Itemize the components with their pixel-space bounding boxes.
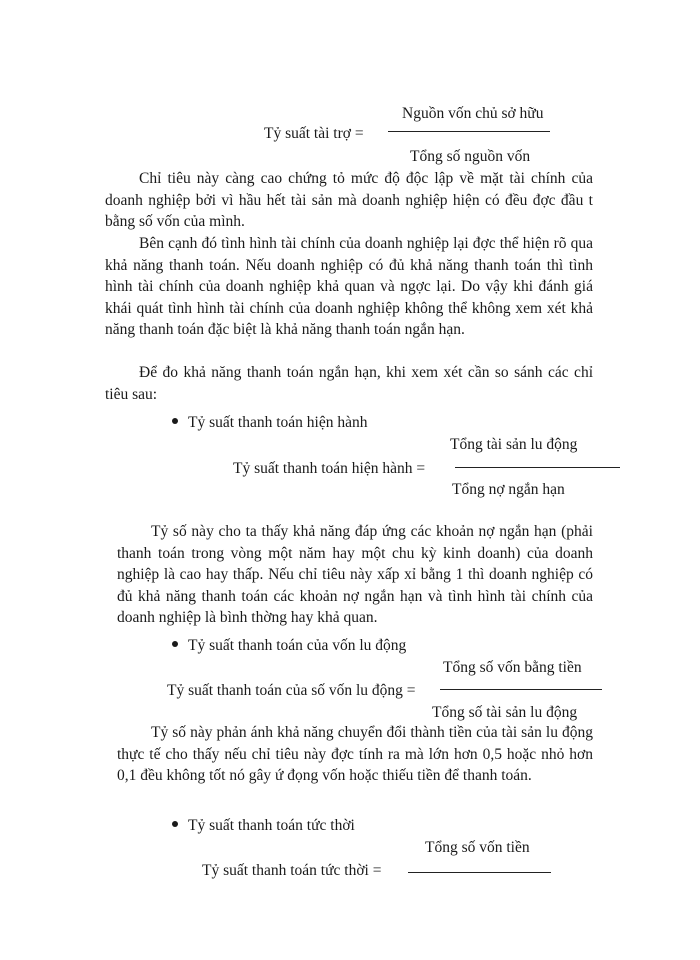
formula1-numerator: Nguồn vốn chủ sở hữu	[402, 105, 544, 122]
formula2-fraction-bar	[455, 467, 620, 468]
formula2-numerator: Tổng tài sản lu động	[450, 436, 578, 453]
bullet-dot-icon	[172, 821, 178, 827]
formula1-denominator: Tổng số nguồn vốn	[410, 148, 531, 165]
formula1-label: Tỷ suất tài trợ =	[264, 125, 364, 142]
formula4-numerator: Tổng số vốn tiền	[425, 839, 530, 856]
paragraph-2: Bên cạnh đó tình hình tài chính của doanh nghiệp lại đợc thể hiện rõ qua khả năng thanh toán. Nếu doanh nghiệp có đủ khả năng thanh toán thì tình hình tài chính của doanh nghiệp khả quan và ngợc lại. Do vậy khi đánh giá khái quát tình hình tài chính của doanh nghiệp không thể không xem xét khả năng thanh toán đặc biệt là khả năng thanh toán ngắn hạn.	[105, 235, 593, 338]
bullet-dot-icon	[172, 641, 178, 647]
bullet-item-3-text: Tỷ suất thanh toán tức thời	[188, 817, 355, 834]
paragraph-1: Chỉ tiêu này càng cao chứng tỏ mức độ độc lập về mặt tài chính của doanh nghiệp bởi vì hầu hết tài sản mà doanh nghiệp hiện có đều đợc đầu t bằng số vốn của mình.	[105, 170, 593, 230]
formula3-label: Tỷ suất thanh toán của số vốn lu động =	[167, 682, 416, 699]
formula2-denominator: Tổng nợ ngắn hạn	[452, 481, 565, 498]
paragraph-4: Tỷ số này cho ta thấy khả năng đáp ứng các khoản nợ ngắn hạn (phải thanh toán trong vòng một năm hay một chu kỳ kinh doanh) của doanh nghiệp là cao hay thấp. Nếu chỉ tiêu này xấp xỉ bằng 1 thì doanh nghiệp có đủ khả năng thanh toán các khoản nợ ngắn hạn và tình hình tài chính của doanh nghiệp là bình thờng hay khả quan.	[117, 523, 593, 626]
bullet-item-2-text: Tỷ suất thanh toán của vốn lu động	[188, 637, 407, 654]
paragraph-3: Để đo khả năng thanh toán ngắn hạn, khi xem xét cần so sánh các chỉ tiêu sau:	[105, 364, 593, 403]
formula2-label: Tỷ suất thanh toán hiện hành =	[233, 460, 426, 477]
paragraph-5: Tỷ số này phản ánh khả năng chuyển đổi thành tiền của tài sản lu động thực tế cho thấy nếu chỉ tiêu này đợc tính ra mà lớn hơn 0,5 hoặc nhỏ hơn 0,1 đều không tốt nó gây ứ đọng vốn hoặc thiếu tiền để thanh toán.	[117, 724, 593, 784]
bullet-dot-icon	[172, 418, 178, 424]
bullet-item-2	[172, 636, 406, 656]
formula3-denominator: Tổng số tài sản lu động	[432, 704, 578, 721]
bullet-item-1-text: Tỷ suất thanh toán hiện hành	[188, 414, 368, 431]
formula4-fraction-bar	[408, 872, 551, 873]
bullet-item-3	[172, 816, 355, 836]
bullet-item-1	[172, 413, 368, 433]
formula3-fraction-bar	[440, 689, 602, 690]
formula3-numerator: Tổng số vốn bằng tiền	[443, 659, 582, 676]
formula4-label: Tỷ suất thanh toán tức thời =	[202, 862, 382, 879]
formula1-fraction-bar	[388, 131, 550, 132]
